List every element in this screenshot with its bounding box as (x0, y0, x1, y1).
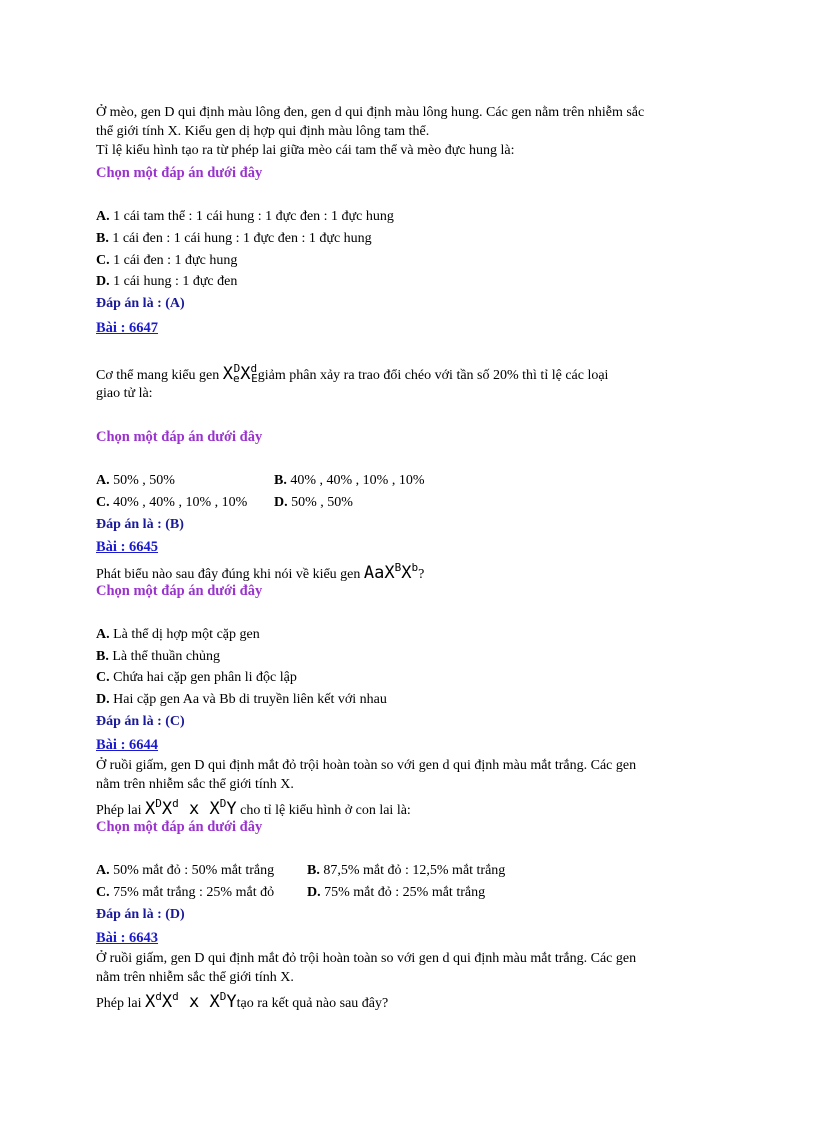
q6644-line-3: Phép lai $X^DX^d$ x $X^DY$ cho tỉ lệ kiểu hình ở con lai là: (96, 797, 411, 819)
q6648-option-b[interactable]: B. 1 cái đen : 1 cái hung : 1 đực đen : 1 đực hung (96, 231, 372, 246)
q6644-title-link[interactable]: Bài : 6644 (96, 737, 159, 753)
q6647-title-link[interactable]: Bài : 6647 (96, 320, 159, 336)
q6647-answer: Đáp án là : (B) (96, 517, 184, 532)
q6647-line-2: giao tử là: (96, 386, 153, 401)
q6648-line-1: Ở mèo, gen D qui định màu lông đen, gen d qui định màu lông hung. Các gen nằm trên nhiễm sắc (96, 105, 645, 120)
q6647-genotype-formula: $X_e^DX^d_E$ (222, 362, 258, 385)
q6647-choose-label: Chọn một đáp án dưới đây (96, 429, 263, 445)
q6645-genotype-formula: $AaX^BX^b$ (363, 561, 419, 583)
q6643-title-link[interactable]: Bài : 6643 (96, 930, 159, 946)
q6645-line-1: Phát biểu nào sau đây đúng khi nói về kiểu gen $AaX^BX^b$? (96, 561, 425, 583)
q6645-option-b[interactable]: B. Là thể thuần chủng (96, 649, 221, 664)
q6648-option-a[interactable]: A. 1 cái tam thể : 1 cái hung : 1 đực đen : 1 đực hung (96, 209, 394, 224)
q6645-option-c[interactable]: C. Chứa hai cặp gen phân li độc lập (96, 670, 297, 685)
q6644-line-1: Ở ruồi giấm, gen D qui định mắt đỏ trội hoàn toàn so với gen d qui định màu mắt trắng. Các gen (96, 758, 637, 773)
q6648-option-c[interactable]: C. 1 cái đen : 1 đực hung (96, 253, 238, 268)
q6643-line-3: Phép lai $X^dX^d$ x $X^DYtạo$ ra kết quả nào sau đây? (96, 990, 389, 1012)
q6648-choose-label: Chọn một đáp án dưới đây (96, 165, 263, 181)
q6644-choose-label: Chọn một đáp án dưới đây (96, 819, 263, 835)
q6644-option-c[interactable]: C. 75% mắt trắng : 25% mắt đỏ (96, 885, 275, 900)
q6645-answer: Đáp án là : (C) (96, 714, 185, 729)
q6645-option-a[interactable]: A. Là thể dị hợp một cặp gen (96, 627, 260, 642)
q6645-option-d[interactable]: D. Hai cặp gen Aa và Bb di truyền liên kết với nhau (96, 692, 387, 707)
q6648-answer: Đáp án là : (A) (96, 296, 185, 311)
q6644-answer: Đáp án là : (D) (96, 907, 185, 922)
q6644-option-d[interactable]: D. 75% mắt đỏ : 25% mắt trắng (307, 885, 486, 900)
q6647-option-b[interactable]: B. 40% , 40% , 10% , 10% (274, 473, 425, 488)
q6643-cross-formula: $X^dX^d$ x $X^DY$ (145, 990, 237, 1012)
q6644-option-a[interactable]: A. 50% mắt đỏ : 50% mắt trắng (96, 863, 275, 878)
q6643-line-1: Ở ruồi giấm, gen D qui định mắt đỏ trội hoàn toàn so với gen d qui định màu mắt trắng. Các gen (96, 951, 637, 966)
q6645-title-link[interactable]: Bài : 6645 (96, 539, 159, 555)
q6647-option-d[interactable]: D. 50% , 50% (274, 495, 353, 510)
q6648-option-d[interactable]: D. 1 cái hung : 1 đực đen (96, 274, 238, 289)
q6643-line-2: nằm trên nhiễm sắc thể giới tính X. (96, 970, 294, 985)
q6644-option-b[interactable]: B. 87,5% mắt đỏ : 12,5% mắt trắng (307, 863, 506, 878)
q6647-option-a[interactable]: A. 50% , 50% (96, 473, 175, 488)
q6647-line-1: Cơ thể mang kiểu gen $X_e^DX^d_Egiảm$ phân xảy ra trao đổi chéo với tần số 20% thì tỉ lệ các loại (96, 362, 609, 385)
q6644-cross-formula: $X^DX^d$ x $X^DY$ (145, 797, 237, 819)
q6648-line-2: thể giới tính X. Kiểu gen dị hợp qui định màu lông tam thể. (96, 124, 430, 139)
q6645-choose-label: Chọn một đáp án dưới đây (96, 583, 263, 599)
q6644-line-2: nằm trên nhiễm sắc thể giới tính X. (96, 777, 294, 792)
q6648-line-3: Tỉ lệ kiểu hình tạo ra từ phép lai giữa mèo cái tam thể và mèo đực hung là: (96, 143, 515, 158)
q6647-option-c[interactable]: C. 40% , 40% , 10% , 10% (96, 495, 248, 510)
